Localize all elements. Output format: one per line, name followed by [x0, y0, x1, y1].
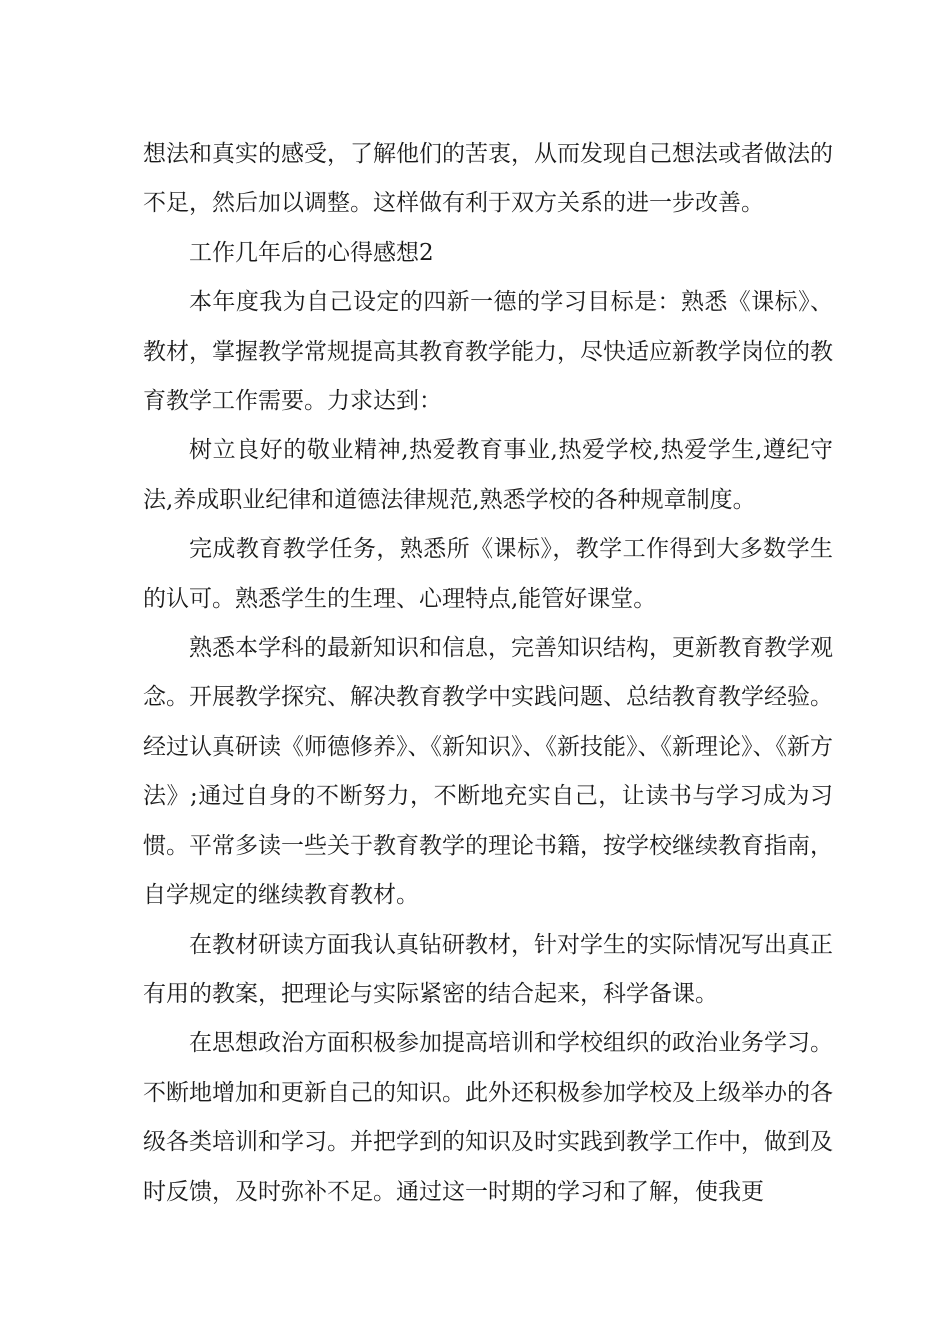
paragraph-continuation: 想法和真实的感受，了解他们的苦衷，从而发现自己想法或者做法的不足，然后加以调整。这样做有利于双方关系的进一步改善。 [143, 141, 833, 217]
paragraph-political-study: 在思想政治方面积极参加提高培训和学校组织的政治业务学习。不断地增加和更新自己的知识。此外还积极参加学校及上级举办的各级各类培训和学习。并把学到的知识及时实践到教学工作中，做到及时反馈，及时弥补不足。通过这一时期的学习和了解，使我更 [143, 1030, 833, 1205]
paragraph-goals: 本年度我为自己设定的四新一德的学习目标是：熟悉《课标》、教材，掌握教学常规提高其教育教学能力，尽快适应新教学岗位的教育教学工作需要。力求达到： [143, 289, 833, 415]
paragraph-dedication: 树立良好的敬业精神,热爱教育事业,热爱学校,热爱学生,遵纪守法,养成职业纪律和道德法律规范,熟悉学校的各种规章制度。 [143, 437, 833, 513]
document-body [143, 130, 833, 1217]
paragraph-textbook-study: 在教材研读方面我认真钻研教材，针对学生的实际情况写出真正有用的教案，把理论与实际紧密的结合起来，科学备课。 [143, 931, 833, 1007]
section-heading: 工作几年后的心得感想2 [189, 239, 434, 266]
paragraph-knowledge: 熟悉本学科的最新知识和信息，完善知识结构，更新教育教学观念。开展教学探究、解决教育教学中实践问题、总结教育教学经验。经过认真研读《师德修养》、《新知识》、《新技能》、《新理论》、《新方法》;通过自身的不断努力，不断地充实自己，让读书与学习成为习惯。平常多读一些关于教育教学的理论书籍，按学校继续教育指南，自学规定的继续教育教材。 [143, 635, 833, 909]
paragraph-tasks: 完成教育教学任务，熟悉所《课标》，教学工作得到大多数学生的认可。熟悉学生的生理、心理特点,能管好课堂。 [143, 536, 833, 612]
